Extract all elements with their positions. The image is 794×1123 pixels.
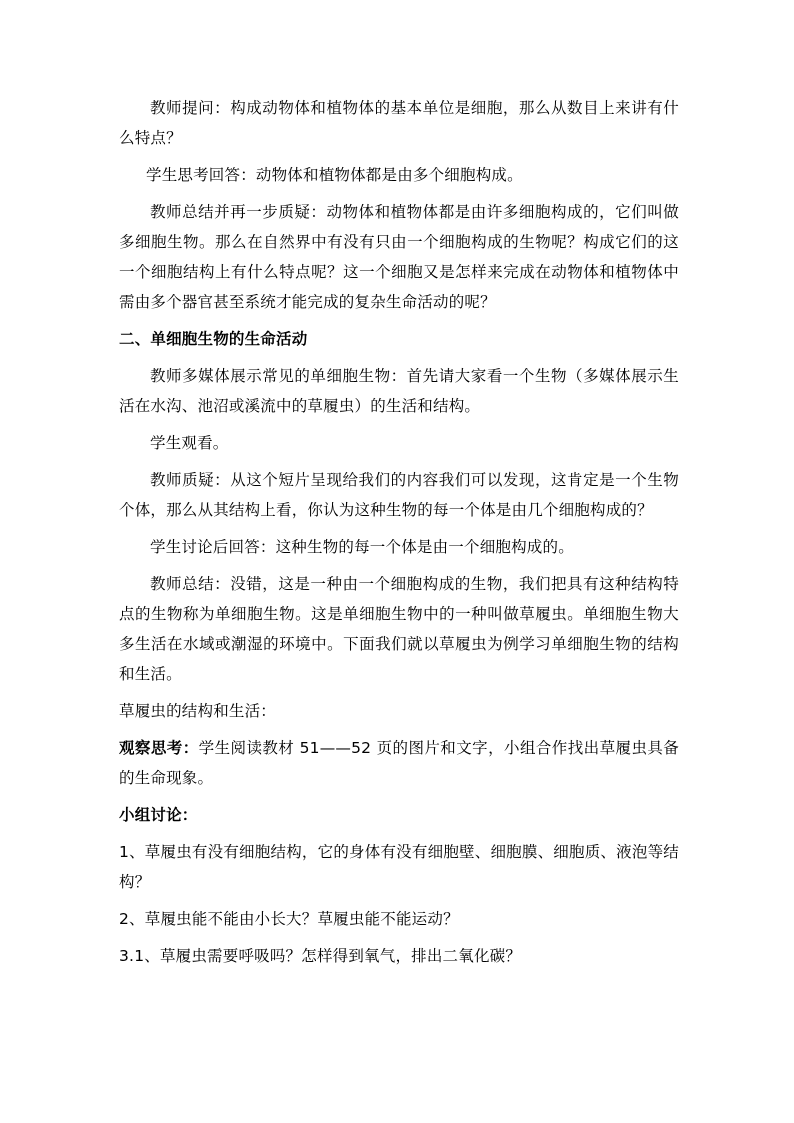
document-body (119, 93, 679, 978)
observe-think-text: 学生阅读教材 51——52 页的图片和文字，小组合作找出草履虫具备的生命现象。 (119, 739, 679, 787)
paragraph-group-discussion: 小组讨论： (119, 806, 198, 824)
paragraph-teacher-conclusion: 教师总结：没错，这是一种由一个细胞构成的生物，我们把具有这种结构特点的生物称为单细胞生物。这是单细胞生物中的一种叫做草履虫。单细胞生物大多生活在水域或潮湿的环境中。下面我们就以草履虫为例学习单细胞生物的结构和生活。 (119, 575, 679, 683)
paragraph-teacher-summary: 教师总结并再一步质疑：动物体和植物体都是由许多细胞构成的，它们叫做多细胞生物。那么在自然界中有没有只由一个细胞构成的生物呢？构成它们的这一个细胞结构上有什么特点呢？这一个细胞又是怎样来完成在动物体和植物体中需由多个器官甚至系统才能完成的复杂生命活动的呢？ (119, 203, 679, 311)
paragraph-student-discussion: 学生讨论后回答：这种生物的每一个体是由一个细胞构成的。 (150, 538, 574, 556)
list-item-question-1: 1、草履虫有没有细胞结构，它的身体有没有细胞壁、细胞膜、细胞质、液泡等结构？ (119, 843, 679, 891)
observe-think-lead: 观察思考： (119, 739, 199, 757)
paragraph-paramecium-title: 草履虫的结构和生活： (119, 702, 277, 720)
paragraph-teacher-doubt: 教师质疑：从这个短片呈现给我们的内容我们可以发现，这肯定是一个生物个体，那么从其结构上看，你认为这种生物的每一个体是由几个细胞构成的？ (119, 471, 679, 519)
paragraph-multimedia-display: 教师多媒体展示常见的单细胞生物：首先请大家看一个生物（多媒体展示生活在水沟、池沼或溪流中的草履虫）的生活和结构。 (119, 367, 679, 415)
paragraph-student-answer: 学生思考回答：动物体和植物体都是由多个细胞构成。 (146, 166, 523, 184)
paragraph-observe-think (119, 733, 679, 793)
paragraph-teacher-question: 教师提问：构成动物体和植物体的基本单位是细胞，那么从数目上来讲有什么特点？ (119, 99, 679, 147)
section-heading-single-cell: 二、单细胞生物的生命活动 (119, 330, 308, 348)
list-item-question-3: 3.1、草履虫需要呼吸吗？怎样得到氧气，排出二氧化碳？ (119, 947, 522, 965)
paragraph-student-watch: 学生观看。 (150, 434, 229, 452)
list-item-question-2: 2、草履虫能不能由小长大？草履虫能不能运动？ (119, 910, 459, 928)
